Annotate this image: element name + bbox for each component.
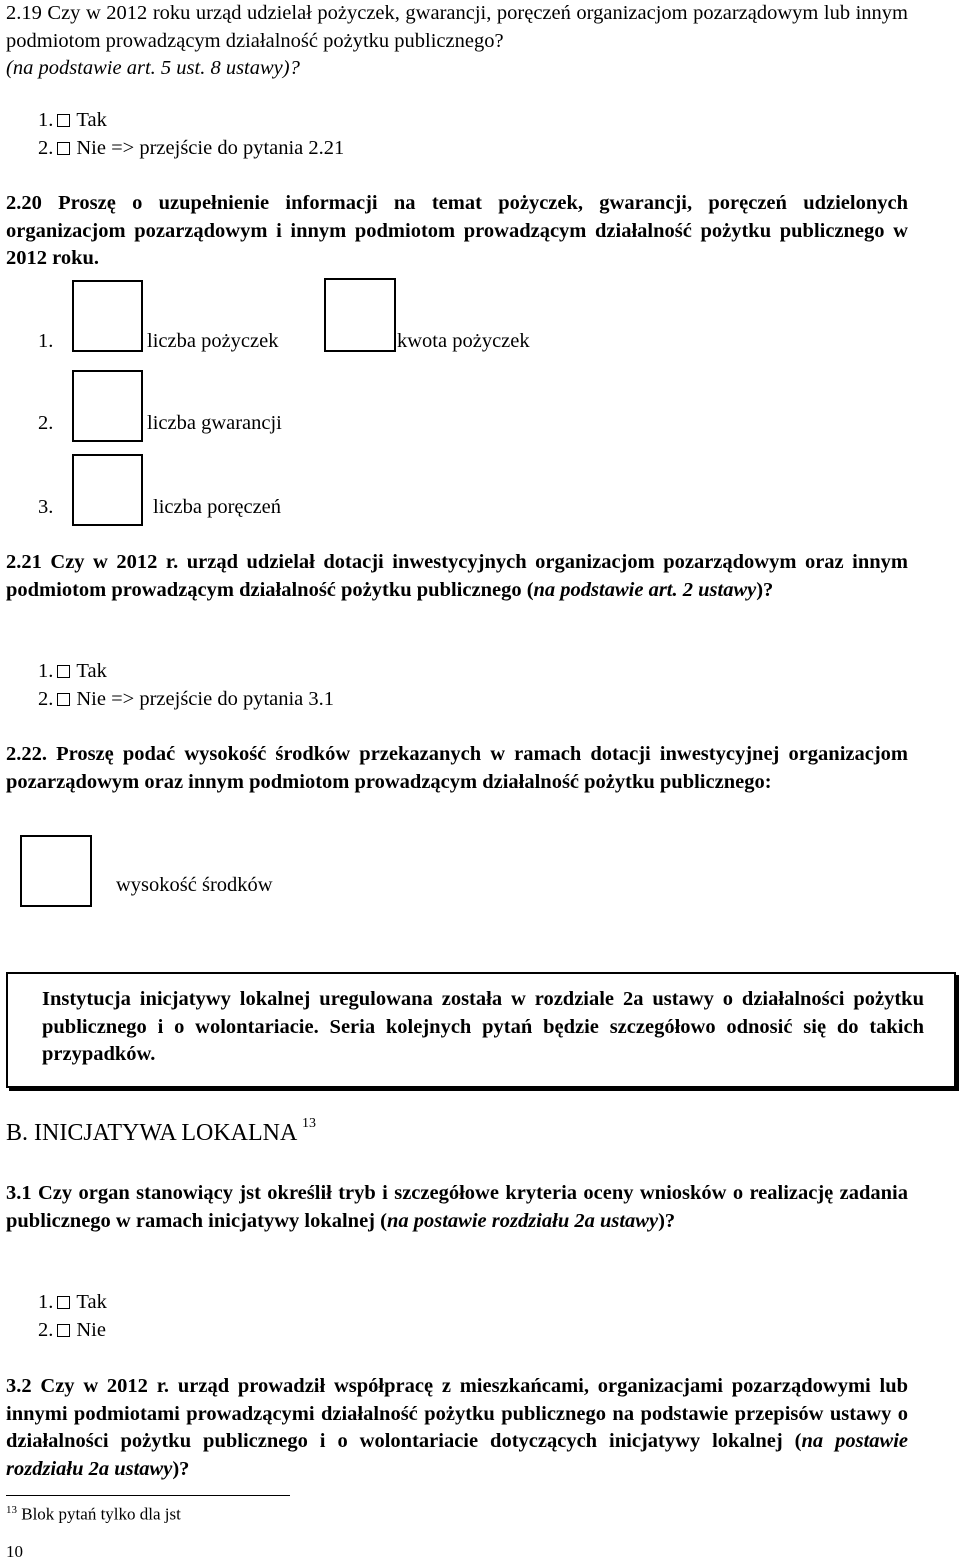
option-number: 1. [38,1291,54,1313]
page-number: 10 [6,1542,23,1561]
footnote-divider [6,1495,290,1496]
q219-option-yes[interactable] [38,107,107,135]
q221-option-yes[interactable] [38,658,107,686]
q31-option-yes[interactable] [38,1289,107,1317]
question-3-1-text: 3.1 Czy organ stanowiący jst określił tryb i szczegółowe kryteria oceny wniosków o realizację zadania publicznego w ramach inicjatywy lokalnej ( [6,1182,908,1232]
checkbox-icon[interactable] [57,114,70,127]
option-label: Tak [76,660,107,682]
option-label: Tak [76,109,107,131]
row1-number: 1. [38,330,54,352]
guarantee-count-label: liczba gwarancji [147,412,282,434]
question-2-21-lead: 2.21 Czy w 2012 r. [6,551,179,573]
funds-amount-label: wysokość środków [116,874,273,896]
footnote [6,1504,181,1525]
checkbox-icon[interactable] [57,142,70,155]
question-2-19-text: 2.19 Czy w 2012 roku urząd udzielał pożyczek, gwarancji, poręczeń organizacjom pozarządowym lub innym podmiotom prowadzącym działalność pożytku publicznego? [6,2,908,52]
option-label: Nie [76,1319,106,1341]
info-box: Instytucja inicjatywy lokalnej uregulowana została w rozdziale 2a ustawy o działalności pożytku publicznego i o wolontariacie. Seria kolejnych pytań będzie szczegółowo odnosić się do takich przypadków. [6,972,956,1088]
question-3-2-text: 3.2 Czy w 2012 r. urząd prowadził współpracę z mieszkańcami, organizacjami pozarządowymi lub innymi podmiotami prowadzącymi działalność pożytku publicznego na podstawie przepisów ustawy o działalności pożytku publicznego i o wolontariacie dotyczących inicjatywy lokalnej ( [6,1375,908,1452]
question-3-2-tail: )? [172,1457,190,1480]
funds-amount-field[interactable] [20,835,92,907]
row3-number: 3. [38,496,54,518]
checkbox-icon[interactable] [57,665,70,678]
loan-count-label: liczba pożyczek [147,330,279,352]
question-2-19-ref: (na podstawie art. 5 ust. 8 ustawy)? [6,57,300,79]
question-2-19 [6,0,908,83]
question-2-21 [6,549,908,604]
question-2-21-tail: )? [756,578,774,601]
checkbox-icon[interactable] [57,1296,70,1309]
section-title-text: B. INICJATYWA LOKALNA [6,1120,296,1146]
option-number: 2. [38,688,54,710]
question-3-1 [6,1180,908,1235]
question-3-2 [6,1373,908,1483]
option-number: 1. [38,109,54,131]
loan-amount-field[interactable] [324,278,396,352]
checkbox-icon[interactable] [57,1324,70,1337]
option-number: 2. [38,1319,54,1341]
footnote-number: 13 [6,1504,17,1516]
question-3-2-ref: na postawie rozdziału 2a ustawy [6,1430,908,1480]
footnote-ref: 13 [302,1116,316,1131]
question-2-20: 2.20 Proszę o uzupełnienie informacji na temat pożyczek, gwarancji, poręczeń udzielonych organizacjom pozarządowym i innym podmiotom prowadzącym działalność pożytku publicznego w 2012 roku. [6,192,908,269]
loan-count-field[interactable] [72,280,143,352]
option-label: Tak [76,1291,107,1313]
footnote-text: Blok pytań tylko dla jst [21,1504,181,1524]
q221-option-no[interactable] [38,686,334,714]
question-2-21-text: urząd udzielał dotacji inwestycyjnych organizacjom pozarządowym oraz innym podmiotom prowadzącym działalność pożytku publicznego ( [6,551,908,601]
option-label: Nie => przejście do pytania 3.1 [76,688,335,710]
question-2-21-ref: na podstawie art. 2 ustawy [533,578,757,601]
option-number: 2. [38,137,54,159]
checkbox-icon[interactable] [57,693,70,706]
question-2-22: 2.22. Proszę podać wysokość środków przekazanych w ramach dotacji inwestycyjnej organizacjom pozarządowym oraz innym podmiotom prowadzącym działalność pożytku publicznego: [6,743,908,793]
question-3-1-tail: )? [658,1209,676,1232]
row2-number: 2. [38,412,54,434]
surety-count-label: liczba poręczeń [153,496,282,518]
q219-option-no[interactable] [38,135,344,163]
option-label: Nie => przejście do pytania 2.21 [76,137,345,159]
q31-option-no[interactable] [38,1317,106,1345]
surety-count-field[interactable] [72,454,143,526]
guarantee-count-field[interactable] [72,370,143,442]
option-number: 1. [38,660,54,682]
loan-amount-label: kwota pożyczek [397,330,530,352]
section-title [6,1116,316,1147]
question-3-1-ref: na postawie rozdziału 2a ustawy [386,1209,659,1232]
